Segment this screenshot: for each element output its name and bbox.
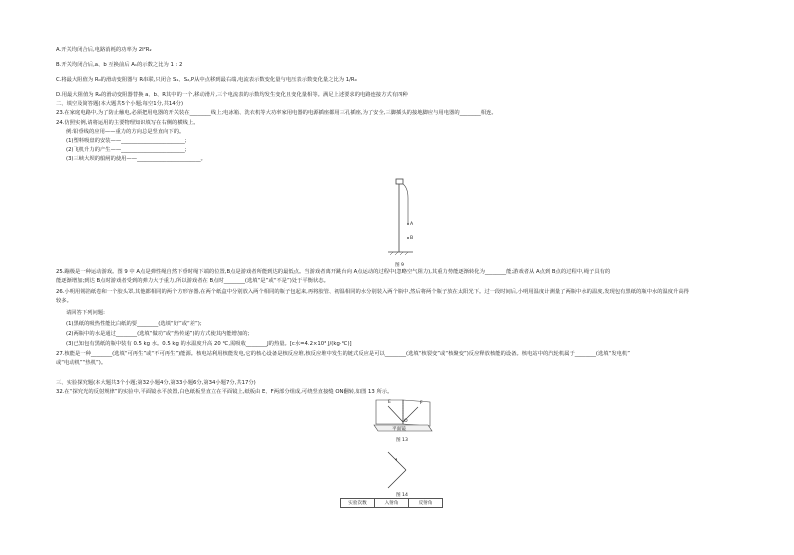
option-c: C.将最大阻值为 R₀的滑动变阻器与 R串联,只闭合 S₁、S₂,P从中点移到最右端,电流表示数变化量与电压表示数变化量之比为 1/R₀: [56, 77, 357, 83]
question-26-item-2: (2)两瓶中的水是通过________(选填“做功”或“热传递”)的方式使其内能增加的;: [66, 331, 250, 337]
figure-9-label-b: B: [410, 236, 414, 241]
question-24: 24.仿照实例,请将运用的主要物理知识填写在右侧的横线上。: [56, 120, 199, 126]
question-26-line-1: 26.小明用锡箔纸卷和一个胶头罩,其他都相同的两个方形容器,在两个纸盒中分别放入两个相同的瓶子包起来,再将胶管、初温相同的水分别装入两个瓶中,然后将两个瓶子放在太阳光下。过一段时间后,小明用温度计测量了两瓶中水的温度,发现包有黑纸的瓶中水的温度升高得: [56, 289, 689, 295]
option-b: B.开关均闭合后,a、b 互换前后 A₁的示数之比为 1 : 2: [56, 62, 183, 68]
figure-9-bungee-diagram: [385, 176, 425, 256]
question-32: 32.在“探究光的反射规律”的实验中,平面镜水平放置,白色纸板竖直立在平面镜上,纸板由 E、F两部分组成,可绕竖直接缝 ON翻转,如图 13 所示。: [56, 389, 393, 395]
section-2-heading: 二、填空及简答题(本大题共5个小题;每空1分,共14分): [56, 101, 184, 107]
question-24-item-1: (1)塑料吸盘的安装——________________________;: [66, 138, 187, 144]
question-27-line-2: 或“电动机”“热机”)。: [56, 360, 107, 366]
section-3-heading: 三、实验探究题(本大题共3个小题;第32小题4分,第33小题6分,第34小题7分,共17分): [56, 380, 256, 386]
question-23: 23.在家庭电路中,为了防止触电,必须把用电器的开关装在________线上;电冰箱、洗衣机等大功率家用电器的电源插座都用三孔插座,为了安全,三脚插头的接地脚应与用电器的________相连。: [56, 110, 497, 116]
figure-14-caption: 图 14: [396, 493, 408, 498]
figure-13-caption: 图 13: [396, 438, 408, 443]
figure-13-label-e: E: [388, 400, 391, 405]
question-24-item-3: (3)三峡大坝的船闸的使用——________________________。: [66, 156, 206, 162]
question-25-line-1: 25.蹦极是一种运动游戏。图 9 中 A点是弹性绳自然下垂时绳下端的位置,B点是游戏者所能到达的最低点。当游戏者离开跳台向 A点运动的过程中(忽略空气阻力),其重力势能逐渐转化为________能;游戏者从 A点到 B点的过程中,绳子具有的: [56, 269, 611, 275]
question-26-line-2: 较多。: [56, 298, 72, 304]
question-26-prompt: 请回答下列问题:: [66, 310, 105, 316]
figure-9-caption: 图 9: [395, 263, 404, 268]
table-header-trial: 实验次数: [341, 499, 375, 508]
table-header-row: [341, 499, 443, 508]
question-25-line-2: 能逐渐增加;到达 B点时游戏者受到的弹力大于重力,所以游戏者在 B点时________(选填“是”或“不是”)处于平衡状态。: [56, 278, 329, 284]
question-26-item-3: (3)已知包有黑纸的瓶中装有 0.5 kg 水。0.5 kg 的水温度升高 20 ℃,需吸收________J的热量。[c水=4.2×10³ J/(kg·℃)]: [66, 341, 352, 347]
figure-13-mirror-label: 平面镜: [392, 427, 406, 432]
table-header-reflection-angle: 反射角: [409, 499, 443, 508]
option-d: D.用最大阻值为 R₀的滑动变阻器替换 a、b、R其中的一个,移动滑片,三个电流表的示数均发生变化且变化量相等。满足上述要求的电路连接方式有四种: [56, 92, 408, 98]
question-24-item-2: (2)飞机升力的产生——________________________;: [66, 147, 187, 153]
figure-13-label-o: O: [404, 419, 408, 424]
figure-13-label-f: F: [420, 401, 423, 406]
question-24-example: 例:铅垂线的应用——重力的方向总是竖直向下的。: [66, 129, 185, 135]
question-27-line-1: 27.核能是一种________(选填“可再生”或“不可再生”)能源。核电站利用核能发电,它的核心设备是核反应堆,核反应堆中发生的链式反应是可以________(选填“核裂变”或“核聚变”)反应释放核能的设备。核电站中的汽轮机属于________(选填“发电机”: [56, 351, 630, 357]
figure-14-ray-diagram: [382, 450, 416, 492]
table-header-incident-angle: 入射角: [375, 499, 409, 508]
option-a: A.开关均闭合后,电路消耗的功率为 2I²R₂: [56, 47, 152, 53]
question-26-item-1: (1)黑纸的吸热性能比白纸的要________(选填“好”或“差”);: [66, 321, 202, 327]
data-table: [340, 498, 443, 508]
figure-9-label-a: A: [410, 222, 414, 227]
